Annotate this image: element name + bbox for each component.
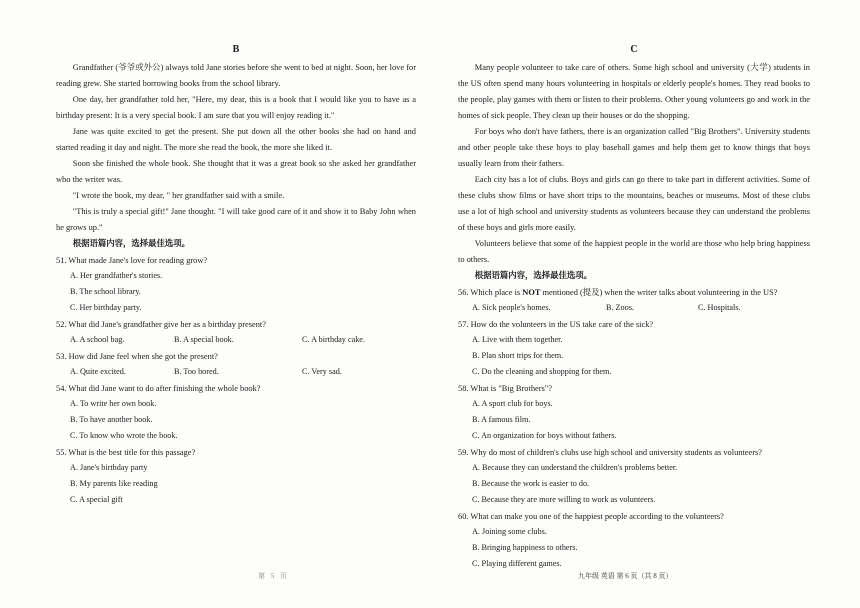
emphasis-not: NOT bbox=[522, 288, 541, 297]
option: B. Because the work is easier to do. bbox=[472, 479, 590, 488]
instruction: 根据语篇内容，选择最佳选项。 bbox=[474, 271, 593, 280]
question-text: 56. Which place is bbox=[458, 288, 523, 297]
option: B. Zoos. bbox=[606, 303, 634, 312]
option: A. A school bag. bbox=[70, 335, 125, 344]
option: A. Jane's birthday party bbox=[70, 463, 148, 472]
option: C. Hospitals. bbox=[698, 303, 741, 312]
options-row bbox=[458, 300, 810, 316]
option: A. A sport club for boys. bbox=[472, 399, 553, 408]
option: B. A special book. bbox=[174, 335, 234, 344]
option: B. The school library. bbox=[70, 287, 141, 296]
option: C. A birthday cake. bbox=[302, 335, 365, 344]
page-footer-left: 第 5 页 bbox=[258, 572, 289, 580]
paragraph: Volunteers believe that some of the happiest people in the world are those who help bring happiness to others. bbox=[458, 239, 810, 264]
question-53: 53. How did Jane feel when she got the present? bbox=[56, 352, 218, 361]
left-column bbox=[56, 44, 416, 508]
option: B. To have another book. bbox=[70, 415, 153, 424]
options-row bbox=[56, 364, 416, 380]
question-58: 58. What is "Big Brothers"? bbox=[458, 384, 552, 393]
paragraph: Grandfather (爷爷或外公) always told Jane stories before she went to bed at night. Soon, her love for reading grew. She started borrowing books from the school library. bbox=[56, 63, 416, 88]
option: C. To know who wrote the book. bbox=[70, 431, 178, 440]
option: C. Because they are more willing to work as volunteers. bbox=[472, 495, 656, 504]
question-54: 54. What did Jane want to do after finishing the whole book? bbox=[56, 384, 261, 393]
question-text: mentioned (提及) when the writer talks about volunteering in the US? bbox=[540, 288, 778, 297]
paragraph: Soon she finished the whole book. She thought that it was a great book so she asked her grandfather who the writer was. bbox=[56, 159, 416, 184]
option: C. An organization for boys without fathers. bbox=[472, 431, 617, 440]
option: A. Joining some clubs. bbox=[472, 527, 547, 536]
paragraph: Jane was quite excited to get the present. She put down all the other books she had on hand and started reading it day and night. The more she read the book, the more she liked it. bbox=[56, 127, 416, 152]
option: A. To write her own book. bbox=[70, 399, 157, 408]
question-55: 55. What is the best title for this passage? bbox=[56, 448, 196, 457]
paragraph: Many people volunteer to take care of others. Some high school and university (大学) students in the US often spend many hours volunteering in hospitals or elderly people's homes. They read books to the people, play games with them or listen to their problems. Other young volunteers go and work in the homes of sick people. They clean up their houses or do the shopping. bbox=[458, 63, 810, 120]
instruction: 根据语篇内容，选择最佳选项。 bbox=[72, 239, 191, 248]
section-title-b: B bbox=[232, 44, 240, 55]
option: B. A famous film. bbox=[472, 415, 531, 424]
option: C. Playing different games. bbox=[472, 559, 562, 568]
question-59: 59. Why do most of children's clubs use high school and university students as volunteers? bbox=[458, 448, 762, 457]
paragraph: One day, her grandfather told her, "Here, my dear, this is a book that I would like you to have as a birthday present: It is a very special book. I am sure that you will enjoy reading it." bbox=[56, 95, 416, 120]
question-56 bbox=[458, 285, 810, 300]
section-title-c: C bbox=[630, 44, 638, 55]
option: B. My parents like reading bbox=[70, 479, 158, 488]
paragraph: For boys who don't have fathers, there is an organization called "Big Brothers". University students and other people take these boys to play baseball games and help them get to know things that boys usually learn from their fathers. bbox=[458, 127, 810, 168]
right-column bbox=[458, 44, 810, 572]
question-51: 51. What made Jane's love for reading grow? bbox=[56, 256, 208, 265]
option: C. Very sad. bbox=[302, 367, 342, 376]
question-52: 52. What did Jane's grandfather give her as a birthday present? bbox=[56, 320, 266, 329]
question-57: 57. How do the volunteers in the US take care of the sick? bbox=[458, 320, 654, 329]
question-60: 60. What can make you one of the happiest people according to the volunteers? bbox=[458, 512, 724, 521]
option: B. Too bored. bbox=[174, 367, 219, 376]
option: A. Quite excited. bbox=[70, 367, 126, 376]
paragraph: "This is truly a special gift!" Jane thought. "I will take good care of it and show it to Baby John when he grows up." bbox=[56, 207, 416, 232]
option: A. Her grandfather's stories. bbox=[70, 271, 163, 280]
paragraph: "I wrote the book, my dear, " her grandfather said with a smile. bbox=[72, 191, 285, 200]
option: A. Sick people's homes. bbox=[472, 303, 551, 312]
page-footer-right: 九年级 英语 第 6 页（共 8 页） bbox=[578, 572, 673, 580]
option: C. A special gift bbox=[70, 495, 123, 504]
option: A. Live with them together. bbox=[472, 335, 563, 344]
option: C. Her birthday party. bbox=[70, 303, 142, 312]
option: C. Do the cleaning and shopping for them. bbox=[472, 367, 612, 376]
paragraph: Each city has a lot of clubs. Boys and girls can go there to take part in different activities. Some of these clubs show films or have short trips to the mountains, beaches or museums. Most of these clubs use a lot of high school and university students as volunteers because they can understand the problems of these boys and girls more easily. bbox=[458, 175, 810, 232]
option: A. Because they can understand the children's problems better. bbox=[472, 463, 678, 472]
option: B. Bringing happiness to others. bbox=[472, 543, 578, 552]
options-row bbox=[56, 332, 416, 348]
option: B. Plan short trips for them. bbox=[472, 351, 564, 360]
